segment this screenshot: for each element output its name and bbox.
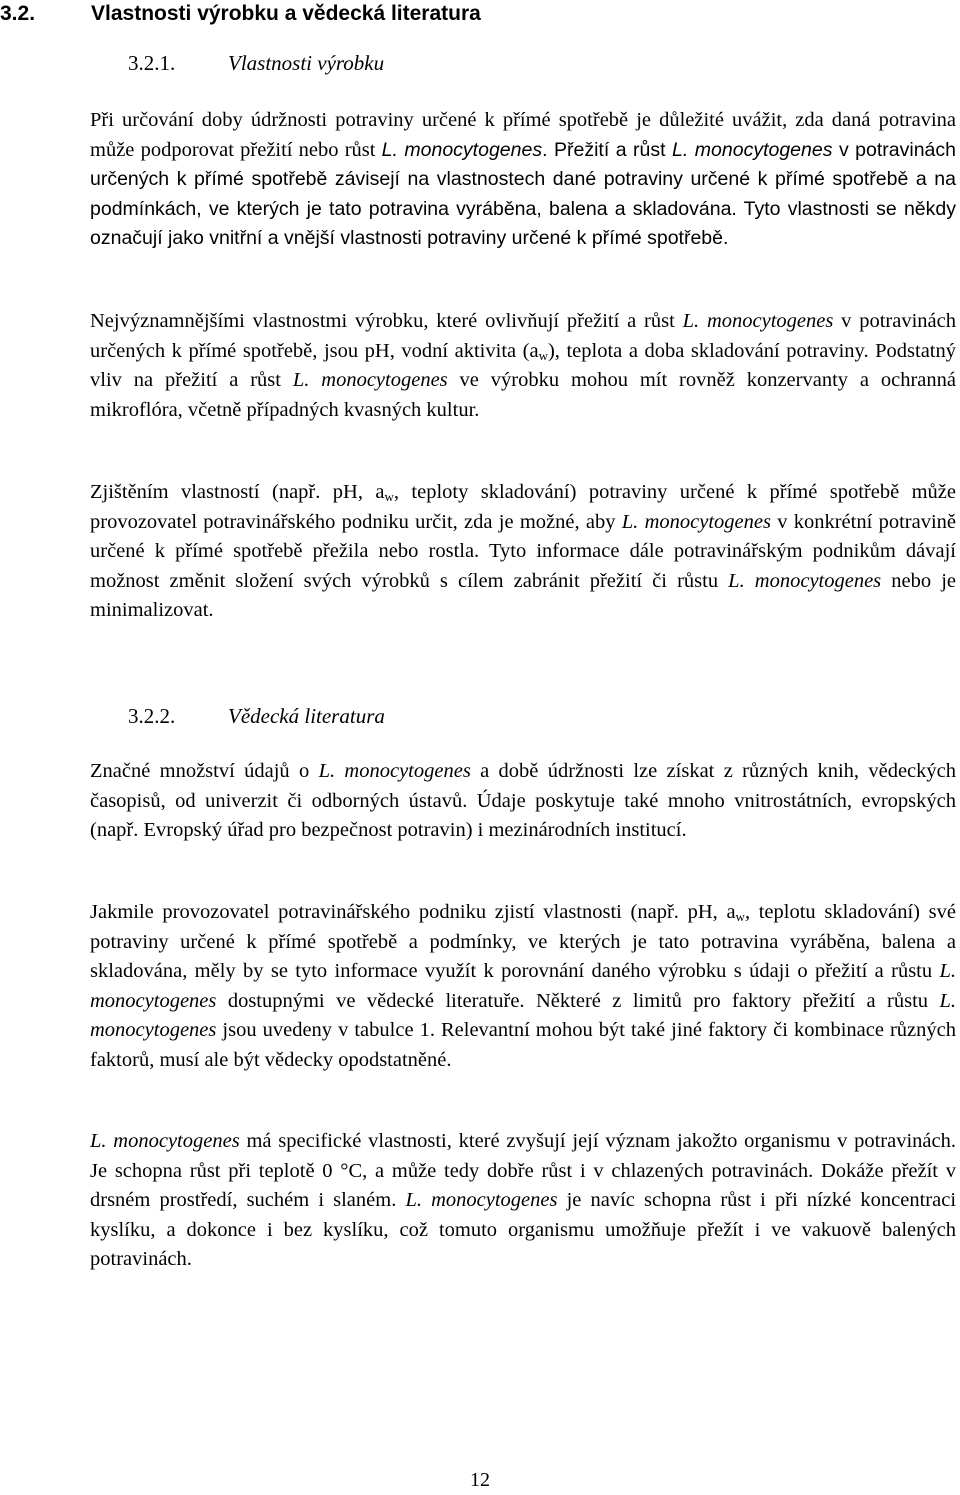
subsection-number: 3.2.1. [128,51,176,75]
text: Značné množství údajů o [90,760,319,782]
species-italic: L. monocytogenes [292,369,448,392]
text: v potravinách určených k přímé spotřebě, jsou pH, vodní aktivita (a [90,310,956,362]
subsection-title: Vědecká literatura [228,704,385,728]
text: Při určování doby údržnosti potraviny určené k přímé spotřebě je důležité uvážit, zda daná potravina může podporovat přežití nebo růst [90,109,956,161]
subscript: w [538,347,548,363]
subscript: w [735,909,745,924]
text: Nejvýznamnějšími vlastnostmi výrobku, které ovlivňují přežití a růst [90,310,683,332]
paragraph-2 [90,307,956,425]
paragraph-5 [90,898,956,1076]
text: Jakmile provozovatel potravinářského podniku zjistí vlastnosti (např. pH, a [90,901,736,923]
subsection-heading-1 [128,51,384,76]
page-number: 12 [470,1469,490,1491]
paragraph-3 [90,478,956,626]
species-italic: L. monocytogenes [90,1130,240,1152]
text: ), teplota a doba skladování potraviny. Podstatný vliv na přežití a růst [90,339,956,392]
text: dostupnými ve vědecké literatuře. Některé z limitů pro faktory přežití a růstu [216,989,940,1012]
text: nebo je minimalizovat. [90,569,956,622]
species-italic: L. monocytogenes [672,138,833,161]
text: má specifické vlastnosti, které zvyšují její význam jakožto organismu v potravinách. Je schopna růst při teplotě 0 °C, a může tedy dobře růst i v chlazených potravinách. Dokáže přežít v drsném prostředí, suchém i slaném. [90,1130,956,1212]
subsection-heading-2 [128,704,385,729]
text: ve výrobku mohou mít rovněž konzervanty a ochranná mikroflóra, včetně případných kvasných kultur. [90,369,957,421]
species-italic: L. monocytogenes [90,960,956,1012]
text: v potravinách určených k přímé spotřebě závisejí na vlastnostech dané potraviny určené k přímé spotřebě a na podmínkách, ve kterých je tato potravina vyráběna, balena a skladována. Tyto vlastnosti se někdy označují jako vnitřní a vnější vlastnosti potraviny určené k přímé spotřebě. [90,138,956,250]
subsection-number: 3.2.2. [128,704,176,728]
subsection-title: Vlastnosti výrobku [228,51,385,75]
text: v konkrétní potravině určené k přímé spotřebě přežila nebo rostla. Tyto informace dále potravinářským podnikům dávají možnost změnit složení svých výrobků s cílem zabránit přežití či růstu [90,510,956,592]
text: a době údržnosti lze získat z různých knih, vědeckých časopisů, od univerzit či odborných ústavů. Údaje poskytuje také mnoho vnitrostátních, evropských (např. Evropský úřad pro bezpečnost potravin) i mezinárodních institucí. [90,760,957,842]
species-name: L. monocytogenes. [381,138,554,161]
text: , teplotu skladování) své potraviny určené k přímé spotřebě a podmínky, ve kterých je tato potravina vyráběna, balena a skladována, měly by se tyto informace využít k porovnání daného výrobku s údaji o přežití a růstu [90,901,956,983]
species-italic: L. monocytogenes [318,760,471,782]
paragraph-4 [90,757,956,846]
species-italic: L. monocytogenes [90,989,956,1042]
paragraph-1 [90,106,956,254]
species-italic: L. monocytogenes [381,138,543,161]
text: Zjištěním vlastností (např. pH, a [90,481,385,503]
species-italic: L. monocytogenes [682,310,834,332]
species-italic: L. monocytogenes [728,569,882,592]
section-heading [0,2,481,26]
species-italic: L. monocytogenes [621,510,771,533]
text: jsou uvedeny v tabulce 1. Relevantní mohou být také jiné faktory či kombinace různých faktorů, musí ale být vědecky opodstatněné. [90,1019,956,1071]
paragraph-6 [90,1127,956,1275]
subscript: w [384,489,394,504]
section-number: 3.2. [0,2,36,25]
text: je navíc schopna růst i při nízké koncentraci kyslíku, a dokonce i bez kyslíku, což tomuto organismu umožňuje přežít i ve vakuově balených potravinách. [90,1189,957,1271]
text: Přežití a růst [553,138,673,161]
species-italic: L. monocytogenes [405,1189,558,1212]
section-title: Vlastnosti výrobku a vědecká literatura [91,2,481,25]
text: , teploty skladování) potraviny určené k přímé spotřebě může provozovatel potravinářského podniku určit, zda je možné, aby [90,481,956,533]
